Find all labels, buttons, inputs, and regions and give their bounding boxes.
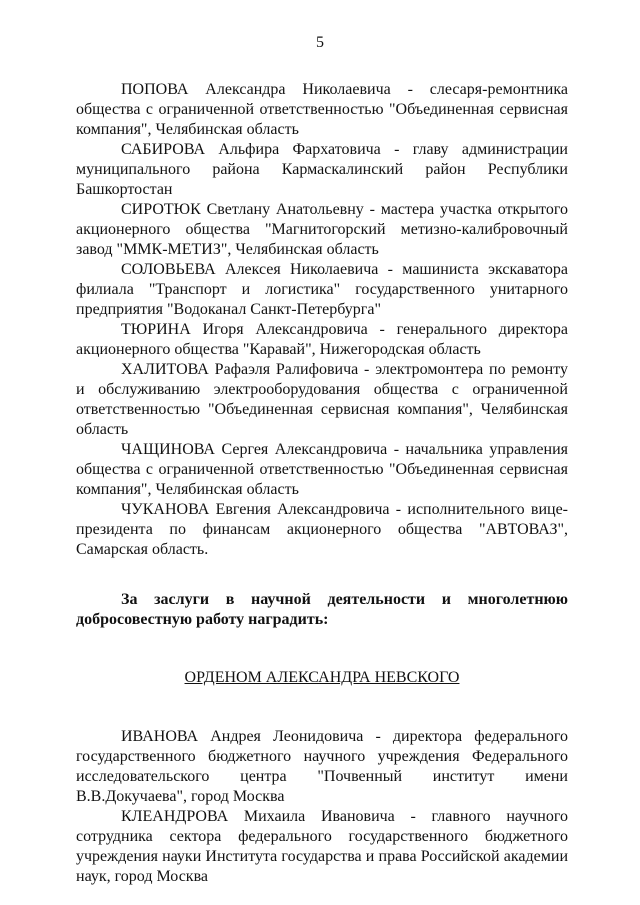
award-recipient-entry: СОЛОВЬЕВА Алексея Николаевича - машиниста экскаватора филиала "Транспорт и логистика" государственного унитарного предприятия "Водоканал Санкт-Петербурга" xyxy=(76,261,568,318)
award-recipient-entry: ИВАНОВА Андрея Леонидовича - директора федерального государственного бюджетного научного учреждения Федерального исследовательского центра "Почвенный институт имени В.В.Докучаева", город Москва xyxy=(76,728,568,805)
award-recipient-entry: ТЮРИНА Игоря Александровича - генерального директора акционерного общества "Каравай", Нижегородская область xyxy=(76,321,568,358)
section-heading: За заслуги в научной деятельности и многолетнюю добросовестную работу наградить: xyxy=(76,591,568,628)
award-recipient-entry: КЛЕАНДРОВА Михаила Ивановича - главного научного сотрудника сектора федерального государственного бюджетного учреждения науки Института государства и права Российской академии наук, город Москва xyxy=(76,808,568,885)
award-recipient-entry: САБИРОВА Альфира Фархатовича - главу администрации муниципального района Кармаскалинский район Республики Башкортостан xyxy=(76,141,568,198)
award-recipient-entry: ЧУКАНОВА Евгения Александровича - исполнительного вице-президента по финансам акционерного общества "АВТОВАЗ", Самарская область. xyxy=(76,501,568,558)
page-number: 5 xyxy=(316,34,324,51)
award-recipient-entry: ХАЛИТОВА Рафаэля Ралифовича - электромонтера по ремонту и обслуживанию электрооборудования общества с ограниченной ответственностью "Объединенная сервисная компания", Челябинская область xyxy=(76,361,568,438)
award-title: ОРДЕНОМ АЛЕКСАНДРА НЕВСКОГО xyxy=(184,669,460,686)
award-recipient-entry: ПОПОВА Александра Николаевича - слесаря-ремонтника общества с ограниченной ответственностью "Объединенная сервисная компания", Челябинская область xyxy=(76,81,568,138)
award-recipient-entry: СИРОТЮК Светлану Анатольевну - мастера участка открытого акционерного общества "Магнитогорский метизно-калибровочный завод "ММК-МЕТИЗ", Челябинская область xyxy=(76,201,568,258)
document-body xyxy=(76,80,568,887)
award-recipient-entry: ЧАЩИНОВА Сергея Александровича - начальника управления общества с ограниченной ответственностью "Объединенная сервисная компания", Челябинская область xyxy=(76,441,568,498)
